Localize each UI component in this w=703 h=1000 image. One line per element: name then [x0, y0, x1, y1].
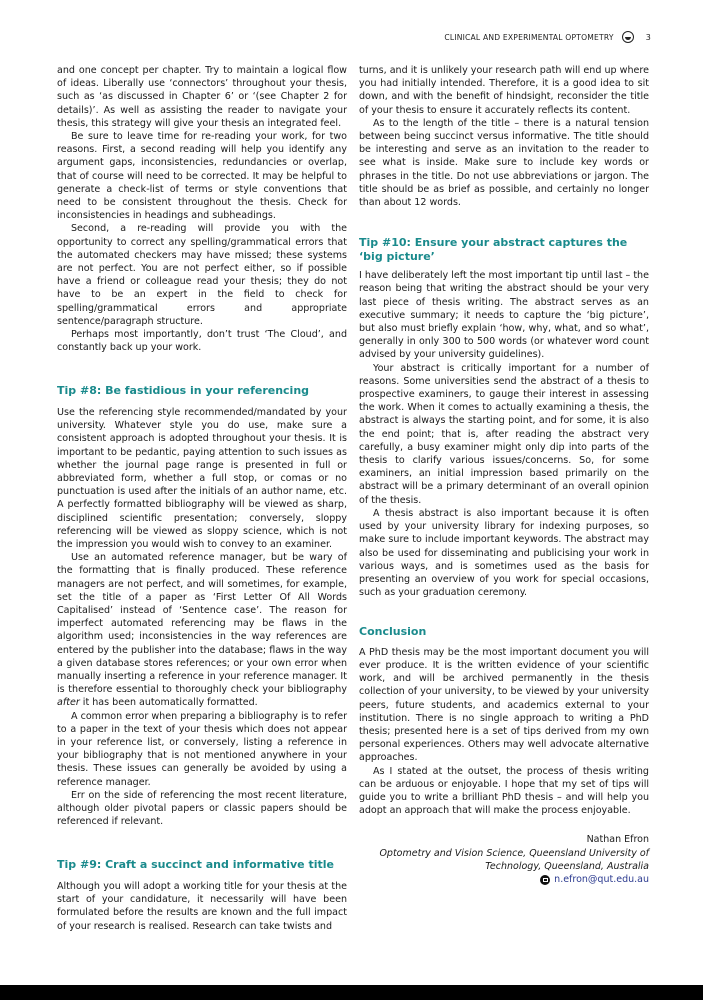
section-heading-tip10: Tip #10: Ensure your abstract captures the ‘big picture’: [359, 236, 628, 263]
paragraph: Be sure to leave time for re-reading your work, for two reasons. First, a second reading will help you identify any argument gaps, inconsistencies, redundancies or overlap, that of course will need to be corrected. It may be helpful to generate a check-list of terms or style conventions that need to be consistent throughout the thesis. Check for inconsistencies in headings and subheadings.: [57, 131, 347, 222]
running-head: [444, 31, 651, 43]
text-run: Use an automated reference manager, but be wary of the formatting that is finally produced. These reference managers are not perfect, and will sometimes, for example, set the title of a paper as ‘First Letter Of All Words Capitalised’ instead of ‘Sentence case’. The reason for imperfect automated referencing may be flaws in the algorithm used; inconsistencies in the way references are entered by the publisher into the database; flaws in the way a given database stores references; or your own error when manually inserting a reference in your reference manager. It is therefore essential to thoroughly check your bibliography: [57, 552, 347, 696]
paragraph: Use the referencing style recommended/mandated by your university. Whatever style you do use, make sure a consistent approach is adopted throughout your thesis. It is important to be pedantic, paying attention to such issues as whether the journal page range is presented in full or abbreviated form, whether a full stop, or comas or no punctuation is used after the initials of an author name, etc. A perfectly formatted bibliography will be viewed as sharp, disciplined scientific presentation; conversely, sloppy referencing will be viewed as sloppy science, which is not the impression you would wish to convey to an examiner.: [57, 406, 347, 550]
paragraph: As to the length of the title – there is a natural tension between being succinct versus informative. The title should be interesting and serve as an invitation to the reader to see what is inside. Make sure to include key words or phrases in the title. Do not use abbreviations or jargon. The title should be as brief as possible, and certainly no longer than about 12 words.: [359, 117, 649, 209]
author-name: Nathan Efron: [586, 834, 649, 846]
paragraph: Perhaps most importantly, don’t trust ‘The Cloud’, and constantly back up your work.: [57, 329, 347, 354]
right-column: [359, 64, 649, 886]
paragraph: [57, 551, 347, 709]
section-heading-tip8: Tip #8: Be fastidious in your referencing: [57, 384, 310, 398]
paragraph: Err on the side of referencing the most recent literature, although older pivotal papers or classic papers should be referenced if relevant.: [57, 789, 347, 828]
page-number: 3: [645, 32, 651, 42]
paragraph: Although you will adopt a working title for your thesis at the start of your candidature, it necessarily will have been formulated before the results are known and the full impact of your research is realised. Research can take twists and: [57, 880, 347, 932]
paragraph: A PhD thesis may be the most important document you will ever produce. It is the written evidence of your scientific work, and will be archived permanently in the thesis collection of your university, to be viewed by your university peers, future students, and academics external to your institution. There is no single approach to writing a PhD thesis; presented here is a set of tips derived from my own personal experiences. Others may well advocate alternative approaches.: [359, 646, 649, 764]
paragraph: turns, and it is unlikely your research path will end up where you had initially intended. Therefore, it is a good idea to sit down, and with the benefit of hindsight, reconsider the title of your thesis to ensure it accurately reflects its content.: [359, 65, 649, 116]
text-run: it has been automatically formatted.: [79, 697, 258, 709]
author-email-line: [359, 873, 649, 886]
paragraph: As I stated at the outset, the process of thesis writing can be arduous or enjoyable. I hope that my set of tips will guide you to write a brilliant PhD thesis – and will help you adopt an approach that will make the process enjoyable.: [359, 765, 649, 817]
paragraph: Second, a re-reading will provide you with the opportunity to correct any spelling/grammatical errors that the automated checkers may have missed; these systems are not perfect. You are not perfect either, so if possible have a friend or colleague read your thesis; they do not have to be an expert in the field to check for spelling/grammatical errors and appropriate sentence/paragraph structure.: [57, 223, 347, 327]
paragraph: and one concept per chapter. Try to maintain a logical flow of ideas. Liberally use ‘connectors’ throughout your thesis, such as ‘as discussed in Chapter 6’ or ‘(see Chapter 2 for details)’. As well as assisting the reader to navigate your thesis, this strategy will give your thesis an integrated feel.: [57, 65, 347, 129]
author-affiliation: Optometry and Vision Science, Queensland University of Technology, Queensland, Australia: [379, 847, 649, 872]
journal-logo-icon: [622, 31, 634, 43]
paragraph: A common error when preparing a bibliography is to refer to a paper in the text of your thesis which does not appear in your reference list, or conversely, listing a reference in your bibliography that is not mentioned anywhere in your thesis. These issues can generally be avoided by using a reference manager.: [57, 710, 347, 788]
journal-name: CLINICAL AND EXPERIMENTAL OPTOMETRY: [444, 32, 614, 42]
emphasis: after: [57, 697, 80, 709]
paragraph: I have deliberately left the most important tip until last – the reason being that writing the abstract should be your very last piece of thesis writing. The abstract serves as an executive summary; it needs to capture the ‘big picture’, but also must briefly explain ‘how, why, what, and so what’, generally in only 300 to 500 words (or whatever word count advised by your university guidelines).: [359, 270, 649, 361]
paragraph: Your abstract is critically important for a number of reasons. Some universities send the abstract of a thesis to prospective examiners, to gauge their interest in assessing the work. When it comes to actually examining a thesis, the abstract is always the starting point, and for some, it is also the end point; that is, after reading the abstract very carefully, a busy examiner might only dip into parts of the thesis to clarify various issues/concerns. So, for some examiners, an initial impression based primarily on the abstract will be a primary determinant of an overall opinion of the thesis.: [359, 362, 649, 506]
section-heading-tip9: Tip #9: Craft a succinct and informative title: [57, 858, 334, 872]
paragraph: A thesis abstract is also important because it is often used by your university library for indexing purposes, so make sure to include important keywords. The abstract may also be used for disseminating and publicising your work in various ways, and is sometimes used as the basis for presenting an overview of you work for special occasions, such as your graduation ceremony.: [359, 507, 649, 599]
author-signature: [359, 833, 649, 886]
left-column: [57, 64, 347, 933]
section-heading-conclusion: Conclusion: [359, 625, 427, 639]
mail-icon: [540, 875, 550, 885]
author-email-link[interactable]: n.efron@qut.edu.au: [554, 874, 649, 886]
